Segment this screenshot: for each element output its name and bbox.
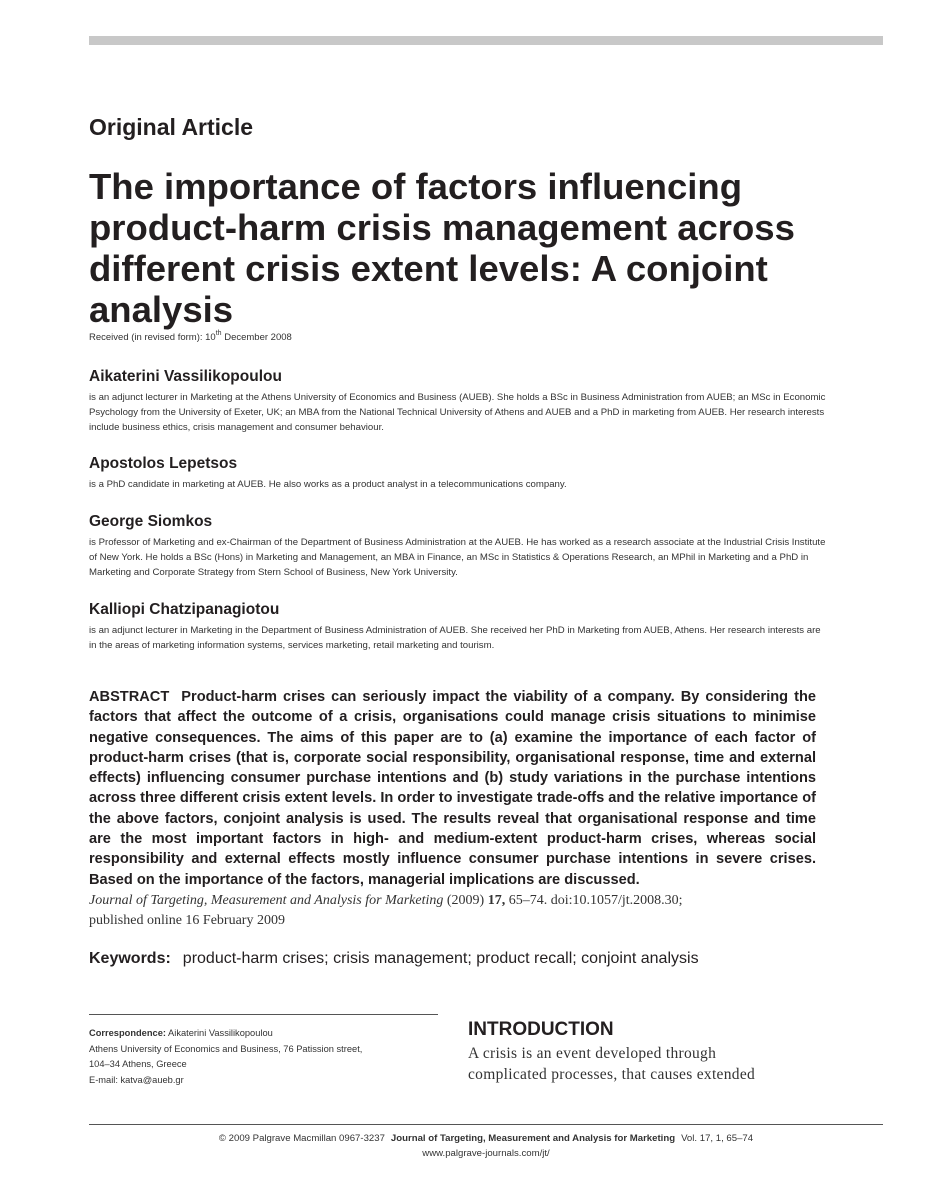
abstract-label: ABSTRACT — [89, 689, 170, 705]
author-block — [89, 455, 829, 492]
author-name: George Siomkos — [89, 513, 213, 530]
footer-copyright: © 2009 Palgrave Macmillan 0967-3237 — [218, 1133, 385, 1144]
article-title: The importance of factors influencing product-harm crisis management across different crisis extent levels: A conjoint analysis — [89, 166, 795, 330]
citation-pages-doi: 65–74. doi:10.1057/jt.2008.30; — [505, 893, 683, 908]
page-footer — [89, 1131, 883, 1161]
footer-volume: Vol. 17, 1, 65–74 — [681, 1133, 754, 1144]
keywords-label: Keywords: — [89, 950, 171, 967]
citation-journal: Journal of Targeting, Measurement and Analysis for Marketing — [89, 893, 444, 908]
footer-divider — [89, 1124, 883, 1125]
author-name: Aikaterini Vassilikopoulou — [89, 368, 282, 385]
keywords — [89, 950, 699, 968]
footer-url[interactable]: www.palgrave-journals.com/jt/ — [422, 1148, 550, 1159]
author-block — [89, 513, 829, 580]
author-bio: is an adjunct lecturer in Marketing in the Department of Business Administration of AUEB. She received her PhD in Marketing from AUEB, Athens. Her research interests are in the areas of marketing information systems, services marketing, retail marketing and tourism. — [89, 625, 821, 651]
introduction-line: A crisis is an event developed through — [468, 1045, 717, 1062]
abstract-text: Product-harm crises can seriously impact the viability of a company. By considering the factors that affect the outcome of a crisis, organisations could manage crisis situations to minimise negative consequences. The aims of this paper are to (a) examine the importance of each factor of product-harm crises (that is, corporate social responsibility, organisational response, time and external effects) influencing consumer purchase intentions and (b) study variations in the purchase intentions across three different crisis extent levels. In order to investigate trade-offs and the relative importance of the above factors, conjoint analysis is used. The results reveal that organisational response and time are the most important factors in high- and medium-extent product-harm crises, whereas social responsibility and external effects mostly influence consumer purchase intentions in severe crises. Based on the importance of the factors, managerial implications are discussed. — [89, 689, 816, 888]
correspondence-address-line: 104–34 Athens, Greece — [89, 1059, 187, 1069]
correspondence-email[interactable]: E-mail: katva@aueb.gr — [89, 1074, 184, 1085]
citation-year: (2009) — [443, 893, 488, 908]
introduction-text — [468, 1043, 788, 1085]
correspondence-label: Correspondence: — [89, 1028, 166, 1038]
author-block — [89, 368, 829, 435]
correspondence — [89, 1026, 429, 1088]
received-superscript: th — [215, 330, 222, 337]
top-decorative-bar — [89, 36, 883, 45]
received-prefix: Received (in revised form): 10 — [89, 332, 216, 343]
received-suffix: December 2008 — [221, 332, 292, 343]
author-bio: is a PhD candidate in marketing at AUEB. He also works as a product analyst in a telecommunications company. — [89, 479, 567, 490]
author-bio: is Professor of Marketing and ex-Chairman of the Department of Business Administration at the AUEB. He has worked as a research associate at the Industrial Crisis Institute of New York. He holds a BSc (Hons) in Marketing and Management, an MBA in Finance, an MSc in Statistics & Operations Research, an MPhil in Marketing and a PhD in Marketing and Corporate Strategy from Stern School of Business, New York University. — [89, 537, 826, 578]
correspondence-divider — [89, 1014, 438, 1015]
author-block — [89, 601, 829, 653]
article-type-label: Original Article — [89, 114, 254, 140]
citation-published: published online 16 February 2009 — [89, 913, 285, 928]
introduction-heading: INTRODUCTION — [468, 1019, 614, 1040]
citation — [89, 891, 789, 931]
footer-journal: Journal of Targeting, Measurement and Analysis for Marketing — [390, 1133, 676, 1144]
correspondence-address-line: Athens University of Economics and Business, 76 Patission street, — [89, 1043, 363, 1054]
abstract — [89, 687, 816, 890]
citation-volume: 17, — [487, 893, 506, 908]
author-name: Apostolos Lepetsos — [89, 455, 238, 472]
received-date — [89, 332, 292, 343]
correspondence-name: Aikaterini Vassilikopoulou — [165, 1028, 273, 1038]
author-name: Kalliopi Chatzipanagiotou — [89, 601, 280, 618]
introduction-line: complicated processes, that causes extended — [468, 1066, 756, 1083]
keywords-text: product-harm crises; crisis management; product recall; conjoint analysis — [182, 950, 699, 967]
author-bio: is an adjunct lecturer in Marketing at the Athens University of Economics and Business (AUEB). She holds a BSc in Business Administration from AUEB; an MSc in Economic Psychology from the University of Exeter, UK; an MBA from the National Technical University of Athens and AUEB and a PhD in marketing from AUEB. Her research interests include business ethics, crisis management and consumer behaviour. — [89, 392, 826, 433]
